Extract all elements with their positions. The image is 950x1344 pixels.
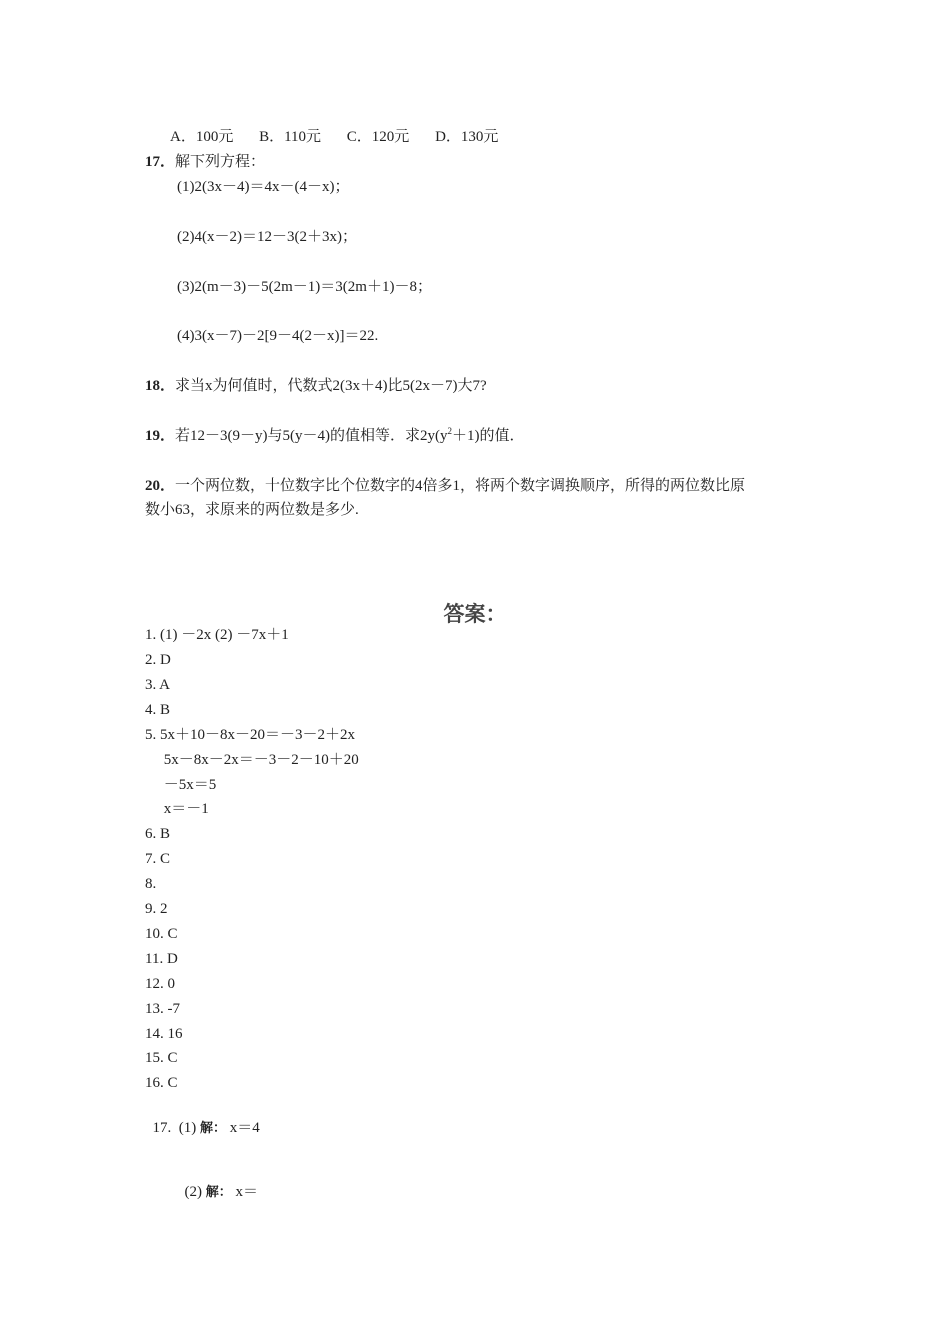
answer-line: 16. C bbox=[145, 1075, 178, 1091]
answer-line: 5x－8x－2x＝－3－2－10＋20 bbox=[145, 752, 359, 768]
answer-17-1-prefix: 17. (1) bbox=[152, 1120, 200, 1136]
answer-17-2-prefix: (2) bbox=[184, 1184, 206, 1200]
answer-line: 6. B bbox=[145, 826, 171, 842]
answer-line: 8. bbox=[145, 876, 157, 892]
answer-line: 12. 0 bbox=[145, 976, 175, 992]
q19 bbox=[145, 426, 525, 446]
q17-part-2: (2)4(x－2)＝12－3(2＋3x)； bbox=[177, 229, 357, 245]
q20-line-1 bbox=[145, 476, 745, 496]
q16-option-a: A．100元 bbox=[170, 129, 234, 145]
q17-number: 17． bbox=[145, 154, 176, 170]
answer-line: 11. D bbox=[145, 951, 178, 967]
q18-text: 求当x为何值时，代数式2(3x＋4)比5(2x－7)大7? bbox=[175, 378, 487, 394]
q20-text-1: 一个两位数，十位数字比个位数字的4倍多1，将两个数字调换顺序，所得的两位数比原 bbox=[175, 478, 746, 494]
answer-line: 1. (1) －2x (2) －7x＋1 bbox=[145, 627, 289, 643]
q16-option-b: B．110元 bbox=[259, 129, 322, 145]
q17-part-1: (1)2(3x－4)＝4x－(4－x)； bbox=[177, 179, 350, 195]
q20-line-2: 数小63，求原来的两位数是多少. bbox=[145, 502, 359, 518]
answer-line: 7. C bbox=[145, 851, 171, 867]
q17-part-3: (3)2(m－3)－5(2m－1)＝3(2m＋1)－8； bbox=[177, 279, 432, 295]
q19-text-b: ＋1)的值． bbox=[452, 428, 525, 444]
answer-17-2-value: x＝ bbox=[231, 1184, 259, 1200]
q17-stem: 解下列方程： bbox=[175, 154, 266, 170]
answer-17-1-jie: 解： bbox=[200, 1121, 227, 1136]
answer-line: 9. 2 bbox=[145, 901, 168, 917]
q18-number: 18． bbox=[145, 378, 176, 394]
q17-part-4: (4)3(x－7)－2[9－4(2－x)]＝22. bbox=[177, 328, 379, 344]
q19-text-a: 若12－3(9－y)与5(y－4)的值相等．求2y(y bbox=[175, 428, 448, 444]
answer-line: 2. D bbox=[145, 652, 171, 668]
q16-option-d: D．130元 bbox=[435, 129, 499, 145]
answers-title: 答案： bbox=[443, 602, 507, 626]
q20-number: 20． bbox=[145, 478, 176, 494]
q18 bbox=[145, 376, 487, 396]
answer-17-1 bbox=[145, 1098, 260, 1139]
answer-line: －5x＝5 bbox=[145, 777, 217, 793]
answer-line: 13. -7 bbox=[145, 1001, 180, 1017]
answer-line: 15. C bbox=[145, 1050, 178, 1066]
answer-17-2-jie: 解： bbox=[205, 1185, 232, 1200]
answer-line: x＝－1 bbox=[145, 801, 209, 817]
answer-line: 14. 16 bbox=[145, 1026, 183, 1042]
answer-line: 10. C bbox=[145, 926, 178, 942]
answer-line: 3. A bbox=[145, 677, 171, 693]
answer-line: 4. B bbox=[145, 702, 171, 718]
answer-17-2 bbox=[177, 1162, 258, 1203]
q17-stem-line bbox=[145, 152, 265, 172]
q19-number: 19． bbox=[145, 428, 176, 444]
q19-superscript: 2 bbox=[447, 426, 452, 436]
answer-line: 5. 5x＋10－8x－20＝－3－2＋2x bbox=[145, 727, 356, 743]
q16-options bbox=[170, 127, 520, 147]
answer-17-1-value: x＝4 bbox=[226, 1120, 260, 1136]
q16-option-c: C．120元 bbox=[346, 129, 410, 145]
